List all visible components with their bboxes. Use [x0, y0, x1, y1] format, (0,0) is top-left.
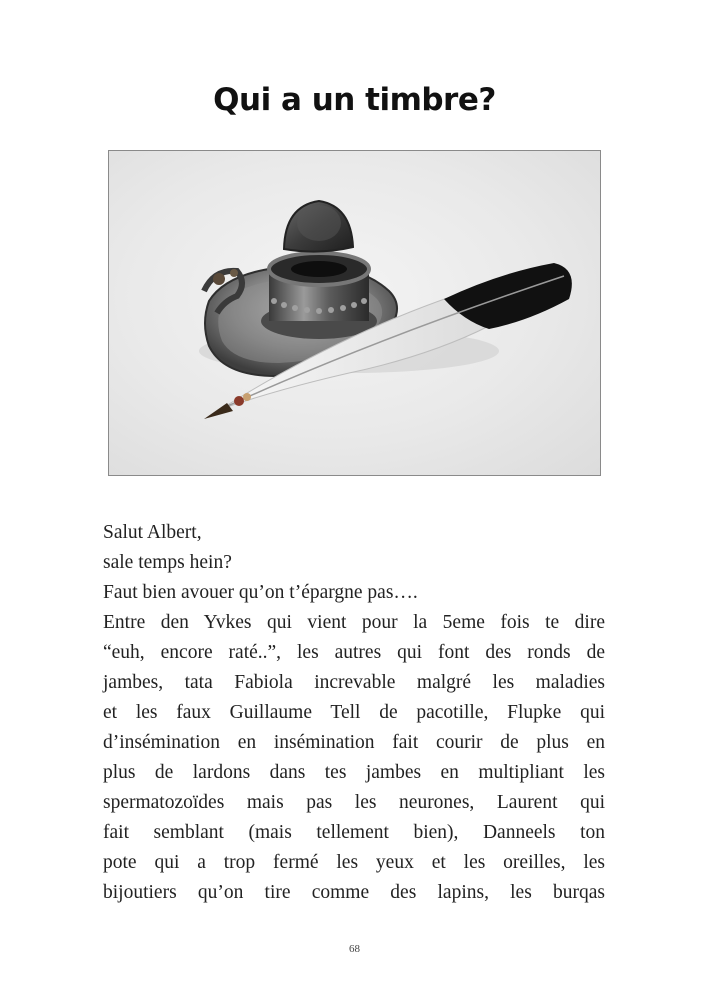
letter-line: et les faux Guillaume Tell de pacotille, Flupke qui — [103, 702, 605, 723]
page-title: Qui a un timbre? — [213, 82, 496, 118]
letter-line: d’insémination en insémination fait courir de plus en — [103, 732, 605, 753]
letter-line: Faut bien avouer qu’on t’épargne pas…. — [103, 582, 418, 603]
letter-line: bijoutiers qu’on tire comme des lapins, les burqas — [103, 882, 605, 903]
letter-line: “euh, encore raté..”, les autres qui font des ronds de — [103, 642, 605, 663]
letter-line: Entre den Yvkes qui vient pour la 5eme fois te dire — [103, 612, 605, 633]
letter-line: sale temps hein? — [103, 552, 232, 573]
letter-body — [103, 518, 605, 908]
letter-line: plus de lardons dans tes jambes en multipliant les — [103, 762, 605, 783]
inkwell-quill-photo — [108, 150, 601, 476]
letter-line: fait semblant (mais tellement bien), Danneels ton — [103, 822, 605, 843]
letter-line: Salut Albert, — [103, 522, 202, 543]
page-number: 68 — [349, 943, 360, 955]
inkwell-quill-icon — [109, 151, 600, 475]
letter-line: spermatozoïdes mais pas les neurones, Laurent qui — [103, 792, 605, 813]
letter-line: jambes, tata Fabiola increvable malgré les maladies — [103, 672, 605, 693]
letter-line: pote qui a trop fermé les yeux et les oreilles, les — [103, 852, 605, 873]
